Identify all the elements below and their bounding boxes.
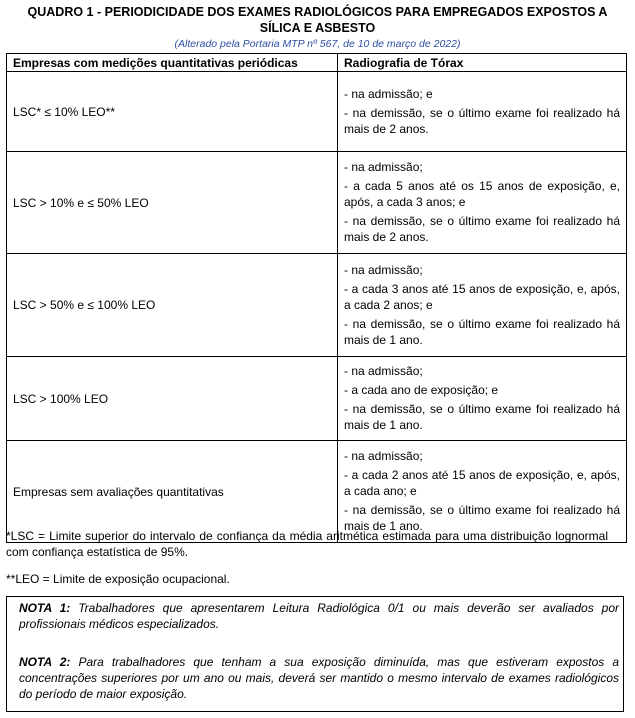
footnote-lsc: *LSC = Limite superior do intervalo de confiança da média aritmética estimada para uma distribuição lognormal com confiança estatística de 95%. — [6, 529, 608, 559]
row-condition: LSC > 50% e ≤ 100% LEO — [7, 254, 338, 357]
note-1-label: NOTA 1: — [19, 601, 71, 615]
table-title-line1: QUADRO 1 - PERIODICIDADE DOS EXAMES RADIOLÓGICOS PARA EMPREGADOS EXPOSTOS A — [27, 5, 608, 19]
schedule-item: - na admissão; e — [344, 86, 433, 101]
table-row — [7, 72, 627, 152]
note-2 — [19, 654, 619, 702]
schedule-item: - na admissão; — [344, 160, 423, 174]
row-condition: Empresas sem avaliações quantitativas — [7, 441, 338, 543]
schedule-item: - na demissão, se o último exame foi realizado há mais de 1 ano. — [344, 402, 620, 432]
notes-box — [6, 596, 624, 712]
schedule-item: - na demissão, se o último exame foi realizado há mais de 2 anos. — [344, 214, 620, 244]
schedule-item: - na admissão; — [344, 364, 423, 378]
schedule-item: - na demissão, se o último exame foi realizado há mais de 2 anos. — [344, 105, 620, 136]
table-row — [7, 357, 627, 441]
row-condition: LSC* ≤ 10% LEO** — [7, 72, 338, 152]
row-condition: LSC > 100% LEO — [7, 357, 338, 441]
row-schedule — [338, 357, 627, 441]
schedule-item: - na demissão, se o último exame foi realizado há mais de 1 ano. — [344, 316, 620, 347]
table-row — [7, 254, 627, 357]
schedule-item: - a cada ano de exposição; e — [344, 383, 499, 397]
note-1 — [19, 600, 619, 632]
amendment-note: (Alterado pela Portaria MTP nº 567, de 10 de março de 2022) — [174, 38, 461, 50]
header-measurements: Empresas com medições quantitativas periódicas — [7, 54, 338, 72]
schedule-item: - na demissão, se o último exame foi realizado há mais de 1 ano. — [344, 503, 620, 533]
periodicity-table — [6, 53, 627, 543]
header-radiography: Radiografia de Tórax — [338, 54, 627, 72]
schedule-item: - na admissão; — [344, 449, 423, 463]
note-2-label: NOTA 2: — [19, 655, 71, 669]
schedule-item: - a cada 5 anos até os 15 anos de exposição, e, após, a cada 3 anos; e — [344, 179, 620, 209]
row-schedule — [338, 254, 627, 357]
note-1-text: Trabalhadores que apresentarem Leitura Radiológica 0/1 ou mais deverão ser avaliados por profissionais médicos especializados. — [19, 601, 619, 631]
note-2-text: Para trabalhadores que tenham a sua exposição diminuída, mas que estiveram expostos a concentrações superiores por um ano ou mais, deverá ser mantido o mesmo intervalo de exames radiológicos do período de maior exposição. — [19, 655, 619, 701]
table-row — [7, 152, 627, 254]
row-condition: LSC > 10% e ≤ 50% LEO — [7, 152, 338, 254]
schedule-item: - a cada 3 anos até 15 anos de exposição, e, após, a cada 2 anos; e — [344, 281, 620, 312]
schedule-item: - na admissão; — [344, 262, 423, 277]
row-schedule — [338, 72, 627, 152]
table-title-line2: SÍLICA E ASBESTO — [259, 21, 376, 35]
footnote-leo: **LEO = Limite de exposição ocupacional. — [6, 572, 230, 586]
row-schedule — [338, 152, 627, 254]
header-row — [7, 54, 627, 72]
schedule-item: - a cada 2 anos até 15 anos de exposição, e, após, a cada ano; e — [344, 468, 620, 498]
